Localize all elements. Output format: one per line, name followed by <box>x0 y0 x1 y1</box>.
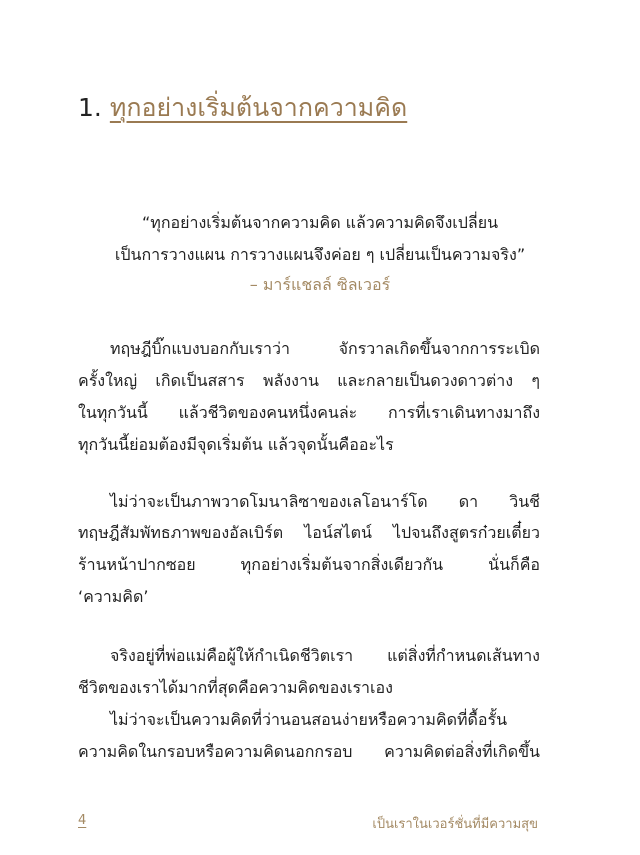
quote-line: เป็นการวางแผน การวางแผนจึงค่อย ๆ เปลี่ยนเป็นความจริง” <box>114 245 526 264</box>
paragraph-line: ไม่ว่าจะเป็นความคิดที่ว่านอนสอนง่ายหรือความคิดที่ดื้อรั้น <box>110 710 508 729</box>
paragraph-line: ไม่ว่าจะเป็นภาพวาดโมนาลิซาของเลโอนาร์โด ดา วินชี <box>110 492 540 511</box>
chapter-title: ทุกอย่างเริ่มต้นจากความคิด <box>109 93 408 122</box>
running-footer-title: เป็นเราในเวอร์ชั่นที่มีความสุข <box>372 817 538 832</box>
paragraph-line: ทฤษฎีบิ๊กแบงบอกกับเราว่า จักรวาลเกิดขึ้นจากการระเบิด <box>110 339 540 358</box>
chapter-number: 1. <box>78 93 102 122</box>
paragraph-line: ชีวิตของเราได้มากที่สุดคือความคิดของเราเอง <box>78 678 393 697</box>
paragraph-line: ‘ความคิด’ <box>78 587 149 606</box>
paragraph-line: ความคิดในกรอบหรือความคิดนอกกรอบ ความคิดต่อสิ่งที่เกิดขึ้น <box>78 742 540 761</box>
paragraph-line: ทฤษฎีสัมพัทธภาพของอัลเบิร์ต ไอน์สไตน์ ไปจนถึงสูตรก๋วยเตี๋ยว <box>78 523 540 542</box>
page-number: 4 <box>78 813 87 828</box>
paragraph-line: ในทุกวันนี้ แล้วชีวิตของคนหนึ่งคนล่ะ การที่เราเดินทางมาถึง <box>78 403 540 422</box>
paragraph-line: ครั้งใหญ่ เกิดเป็นสสาร พลังงาน และกลายเป็นดวงดาวต่าง ๆ <box>78 371 540 390</box>
paragraph-line: ร้านหน้าปากซอย ทุกอย่างเริ่มต้นจากสิ่งเดียวกัน นั่นก็คือ <box>78 555 540 574</box>
paragraph-line: จริงอยู่ที่พ่อแม่คือผู้ให้กำเนิดชีวิตเรา แต่สิ่งที่กำหนดเส้นทาง <box>110 646 540 665</box>
paragraph-line: ทุกวันนี้ย่อมต้องมีจุดเริ่มต้น แล้วจุดนั้นคืออะไร <box>78 435 394 454</box>
quote-line: “ทุกอย่างเริ่มต้นจากความคิด แล้วความคิดจึงเปลี่ยน <box>141 213 499 232</box>
chapter-heading <box>78 88 407 128</box>
quote-author: – มาร์แชลล์ ซิลเวอร์ <box>249 275 391 294</box>
